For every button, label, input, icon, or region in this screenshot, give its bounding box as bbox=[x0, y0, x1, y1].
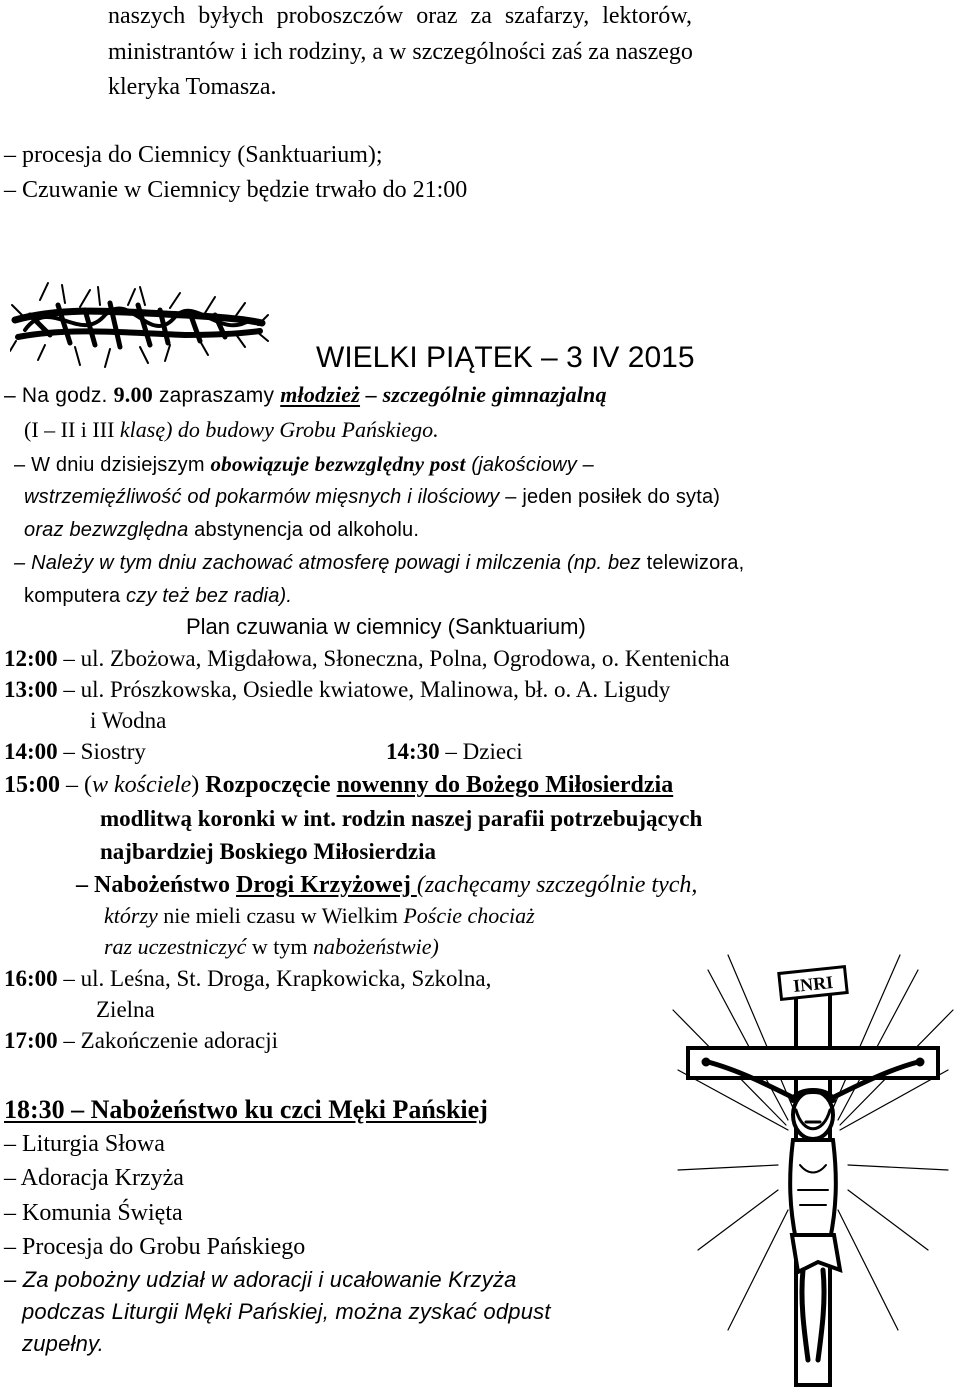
czuwanie-time: będzie trwało do 21:00 bbox=[240, 177, 468, 203]
czuwanie-label: – Czuwanie w Ciemnicy bbox=[4, 177, 241, 203]
intro-bullet-procesja: – procesja do Ciemnicy (Sanktuarium); bbox=[4, 142, 383, 168]
plan-row-1400: 14:00 – Siostry bbox=[4, 739, 146, 764]
plan-row-1430: 14:30 – Dzieci bbox=[386, 739, 523, 764]
evening-item-liturgia: – Liturgia Słowa bbox=[4, 1131, 165, 1157]
page-title: WIELKI PIĄTEK – 3 IV 2015 bbox=[316, 341, 695, 374]
announcement-cisza-2: komputera czy też bez radia). bbox=[24, 585, 293, 607]
crown-of-thorns-icon bbox=[10, 275, 270, 375]
evening-item-adoracja: – Adoracja Krzyża bbox=[4, 1165, 184, 1191]
odpust-note-3: zupełny. bbox=[22, 1331, 104, 1356]
evening-item-procesja: – Procesja do Grobu Pańskiego bbox=[4, 1234, 306, 1260]
intro-line-3: kleryka Tomasza. bbox=[108, 74, 277, 100]
plan-row-1600: 16:00 – ul. Leśna, St. Droga, Krapkowicka, Szkolna, bbox=[4, 966, 492, 991]
plan-row-1300-cont: i Wodna bbox=[90, 708, 167, 733]
plan-row-1500: 15:00 – (w kościele) Rozpoczęcie nowenny do Bożego Miłosierdzia bbox=[4, 772, 674, 798]
plan-row-1700: 17:00 – Zakończenie adoracji bbox=[4, 1028, 278, 1053]
evening-heading: 18:30 – Nabożeństwo ku czci Męki Pańskiej bbox=[4, 1095, 488, 1124]
odpust-note-2: podczas Liturgii Męki Pańskiej, można zyskać odpust bbox=[22, 1299, 551, 1324]
droga-krzyzowa-2: którzy nie mieli czasu w Wielkim Poście chociaż bbox=[104, 903, 535, 928]
announcement-cisza: – Należy w tym dniu zachować atmosferę powagi i milczenia (np. bez telewizora, bbox=[14, 552, 745, 574]
inri-label: INRI bbox=[792, 971, 835, 997]
plan-heading: Plan czuwania w ciemnicy (Sanktuarium) bbox=[186, 614, 586, 639]
plan-row-1500-cont-1: modlitwą koronki w int. rodzin naszej parafii potrzebujących bbox=[100, 806, 703, 831]
announcement-klasy: (I – II i III klasę) do budowy Grobu Pańskiego. bbox=[24, 417, 439, 442]
odpust-note-1: – Za pobożny udział w adoracji i ucałowanie Krzyża bbox=[4, 1267, 517, 1292]
plan-row-1500-cont-2: najbardziej Boskiego Miłosierdzia bbox=[100, 839, 437, 864]
droga-krzyzowa: – Nabożeństwo Drogi Krzyżowej (zachęcamy szczególnie tych, bbox=[76, 872, 698, 898]
intro-line-1: naszych byłych proboszczów oraz za szafarzy, lektorów, bbox=[108, 3, 692, 29]
droga-krzyzowa-3: raz uczestniczyć w tym nabożeństwie) bbox=[104, 934, 439, 959]
plan-row-1600-cont: Zielna bbox=[96, 997, 155, 1022]
plan-row-1200: 12:00 – ul. Zbożowa, Migdałowa, Słoneczna, Polna, Ogrodowa, o. Kentenicha bbox=[4, 646, 730, 671]
announcement-post: – W dniu dzisiejszym obowiązuje bezwzględny post (jakościowy – bbox=[14, 452, 594, 476]
plan-row-1300: 13:00 – ul. Prószkowska, Osiedle kwiatowe, Malinowa, bł. o. A. Ligudy bbox=[4, 677, 671, 702]
crucifix-icon bbox=[668, 950, 958, 1387]
intro-line-2: ministrantów i ich rodziny, a w szczególności zaś za naszego bbox=[108, 39, 693, 65]
intro-bullet-czuwanie bbox=[4, 178, 467, 202]
announcement-post-2: wstrzemięźliwość od pokarmów mięsnych i ilościowy – jeden posiłek do syta) bbox=[24, 486, 721, 508]
announcement-post-3: oraz bezwzględna abstynencja od alkoholu. bbox=[24, 519, 420, 541]
evening-item-komunia: – Komunia Święta bbox=[4, 1200, 183, 1226]
announcement-mlodziez: – Na godz. 9.00 zapraszamy młodzież – szczególnie gimnazjalną bbox=[4, 382, 607, 407]
